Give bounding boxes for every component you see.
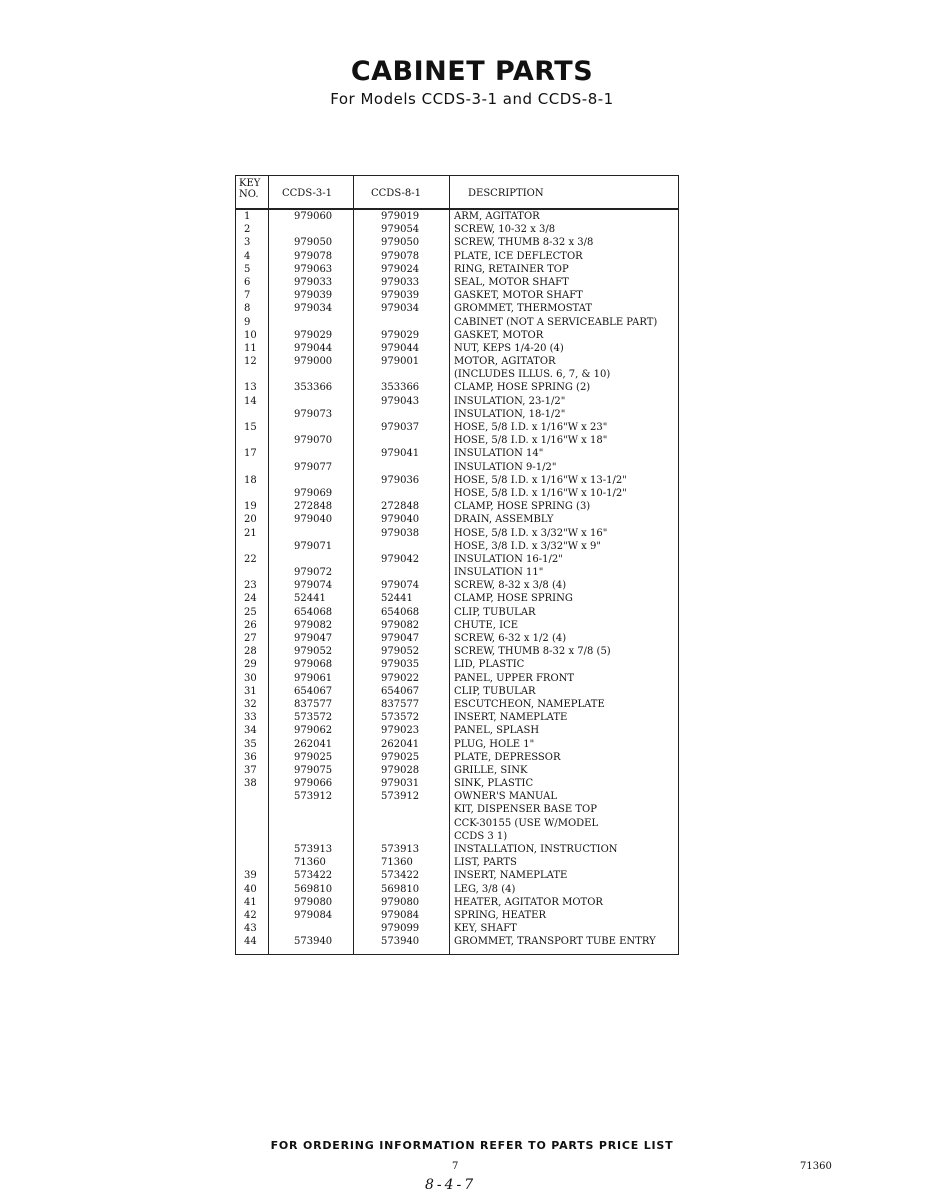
- cell-description: GASKET, MOTOR SHAFT: [454, 290, 583, 302]
- table-row: [236, 856, 678, 869]
- cell-description: GROMMET, TRANSPORT TUBE ENTRY: [454, 936, 656, 948]
- cell-key-no: 22: [244, 553, 257, 565]
- cell-ccds-3-1: 979060: [294, 211, 333, 222]
- header-ccds-8-1: CCDS-8-1: [371, 188, 422, 199]
- cell-description: CCK-30155 (USE W/MODEL: [454, 817, 599, 829]
- table-row: [236, 316, 678, 329]
- cell-description: SEAL, MOTOR SHAFT: [454, 276, 569, 288]
- cell-description: RING, RETAINER TOP: [454, 263, 569, 275]
- cell-key-no: 19: [244, 501, 257, 513]
- table-row: [236, 500, 678, 513]
- cell-description: PLUG, HOLE 1": [454, 738, 535, 750]
- cell-ccds-3-1: 979082: [294, 619, 333, 631]
- cell-key-no: 26: [244, 619, 257, 631]
- cell-ccds-8-1: 272848: [381, 501, 420, 513]
- cell-ccds-3-1: 979052: [294, 646, 333, 658]
- cell-ccds-8-1: 979040: [381, 514, 420, 526]
- cell-key-no: 33: [244, 712, 257, 724]
- cell-ccds-3-1: 979063: [294, 263, 333, 275]
- cell-ccds-8-1: 979035: [381, 659, 420, 671]
- cell-key-no: 10: [244, 329, 257, 341]
- cell-ccds-8-1: 573913: [381, 844, 420, 855]
- table-row: [236, 513, 678, 526]
- cell-description: SINK, PLASTIC: [454, 778, 534, 790]
- cell-ccds-3-1: 979061: [294, 672, 333, 684]
- table-row: [236, 579, 678, 592]
- cell-ccds-3-1: 979084: [294, 909, 333, 921]
- cell-ccds-8-1: 654067: [381, 685, 420, 697]
- table-row: [236, 869, 678, 882]
- footer-note: FOR ORDERING INFORMATION REFER TO PARTS PRICE LIST: [270, 1139, 674, 1152]
- cell-ccds-3-1: 52441: [294, 593, 326, 605]
- cell-ccds-3-1: 573912: [294, 791, 333, 803]
- cell-ccds-3-1: 979069: [294, 487, 333, 499]
- cell-key-no: 11: [244, 342, 257, 354]
- cell-description: PLATE, DEPRESSOR: [454, 751, 561, 763]
- cell-key-no: 4: [244, 250, 251, 262]
- cell-description: HOSE, 5/8 I.D. x 3/32"W x 16": [454, 527, 608, 539]
- table-row: [236, 329, 678, 342]
- cell-ccds-3-1: 71360: [294, 857, 326, 869]
- cell-ccds-8-1: 353366: [381, 382, 420, 394]
- table-row: [236, 632, 678, 645]
- cell-key-no: 44: [244, 936, 257, 948]
- table-row: [236, 302, 678, 315]
- cell-ccds-8-1: 979074: [381, 580, 420, 592]
- table-row: [236, 223, 678, 236]
- cell-ccds-8-1: 979034: [381, 303, 420, 315]
- cell-ccds-3-1: 979074: [294, 580, 333, 592]
- cell-key-no: 7: [244, 290, 251, 302]
- table-row: [236, 553, 678, 566]
- cell-key-no: 37: [244, 764, 257, 776]
- table-row: [236, 645, 678, 658]
- cell-description: KIT, DISPENSER BASE TOP: [454, 804, 597, 816]
- table-row: [236, 698, 678, 711]
- cell-description: GASKET, MOTOR: [454, 329, 544, 341]
- cell-ccds-3-1: 654068: [294, 606, 333, 618]
- cell-ccds-8-1: 654068: [381, 606, 420, 618]
- cell-description: INSULATION 11": [454, 567, 544, 579]
- table-row: [236, 883, 678, 896]
- cell-ccds-3-1: 979066: [294, 778, 333, 790]
- cell-ccds-3-1: 979068: [294, 659, 333, 671]
- cell-ccds-8-1: 979033: [381, 276, 420, 288]
- cell-description: GRILLE, SINK: [454, 764, 528, 776]
- cell-ccds-3-1: 979047: [294, 633, 333, 644]
- cell-ccds-8-1: 979028: [381, 764, 420, 776]
- cell-ccds-3-1: 569810: [294, 883, 333, 895]
- handwritten-note: 8-4-7: [425, 1177, 477, 1193]
- cell-ccds-3-1: 979000: [294, 356, 333, 368]
- table-row: [236, 751, 678, 764]
- cell-ccds-3-1: 979050: [294, 237, 333, 249]
- cell-description: SCREW, 6-32 x 1/2 (4): [454, 633, 567, 644]
- table-row: [236, 843, 678, 856]
- cell-ccds-8-1: 979099: [381, 923, 420, 935]
- cell-description: PANEL, UPPER FRONT: [454, 672, 575, 684]
- cell-description: PLATE, ICE DEFLECTOR: [454, 250, 583, 262]
- table-row: [236, 289, 678, 302]
- cell-ccds-8-1: 979029: [381, 329, 420, 341]
- cell-key-no: 1: [244, 211, 251, 222]
- header-ccds-3-1: CCDS-3-1: [282, 188, 333, 199]
- cell-ccds-8-1: 979022: [381, 672, 420, 684]
- cell-key-no: 14: [244, 395, 257, 407]
- cell-ccds-3-1: 573913: [294, 844, 333, 855]
- table-row: [236, 527, 678, 540]
- table-row: [236, 355, 678, 368]
- cell-ccds-3-1: 979033: [294, 276, 333, 288]
- cell-ccds-3-1: 979044: [294, 342, 333, 354]
- cell-ccds-3-1: 979072: [294, 567, 333, 579]
- cell-ccds-8-1: 979044: [381, 342, 420, 354]
- header-key-no: KEY NO.: [239, 178, 261, 200]
- cell-key-no: 30: [244, 672, 257, 684]
- cell-description: SCREW, 10-32 x 3/8: [454, 224, 556, 236]
- cell-key-no: 29: [244, 659, 257, 671]
- cell-ccds-8-1: 573572: [381, 712, 420, 724]
- cell-key-no: 12: [244, 356, 257, 368]
- cell-ccds-3-1: 979073: [294, 408, 333, 420]
- cell-ccds-3-1: 272848: [294, 501, 333, 513]
- cell-ccds-3-1: 979071: [294, 540, 333, 552]
- cell-ccds-3-1: 979062: [294, 725, 333, 737]
- cell-ccds-8-1: 71360: [381, 857, 413, 869]
- cell-description: CHUTE, ICE: [454, 619, 519, 631]
- cell-key-no: 25: [244, 606, 257, 618]
- cell-ccds-8-1: 573912: [381, 791, 420, 803]
- cell-key-no: 8: [244, 303, 251, 315]
- cell-key-no: 39: [244, 870, 257, 882]
- table-row: [236, 658, 678, 671]
- table-row: [236, 606, 678, 619]
- table-row: [236, 566, 678, 579]
- table-row: [236, 395, 678, 408]
- cell-ccds-8-1: 979047: [381, 633, 420, 644]
- table-row: [236, 421, 678, 434]
- cell-ccds-3-1: 573422: [294, 870, 333, 882]
- cell-key-no: 34: [244, 725, 257, 737]
- cell-description: GROMMET, THERMOSTAT: [454, 303, 593, 315]
- cell-key-no: 9: [244, 316, 251, 328]
- cell-key-no: 32: [244, 698, 257, 710]
- cell-ccds-8-1: 979024: [381, 263, 420, 275]
- table-row: [236, 935, 678, 948]
- cell-key-no: 6: [244, 276, 251, 288]
- cell-key-no: 17: [244, 448, 257, 460]
- table-row: [236, 619, 678, 632]
- cell-ccds-8-1: 979052: [381, 646, 420, 658]
- cell-key-no: 13: [244, 382, 257, 394]
- cell-ccds-3-1: 979078: [294, 250, 333, 262]
- table-header: [236, 176, 678, 210]
- cell-key-no: 42: [244, 909, 257, 921]
- cell-ccds-8-1: 979050: [381, 237, 420, 249]
- cell-ccds-3-1: 979029: [294, 329, 333, 341]
- table-row: [236, 724, 678, 737]
- cell-ccds-8-1: 837577: [381, 698, 420, 710]
- cell-description: ARM, AGITATOR: [454, 211, 540, 222]
- table-row: [236, 803, 678, 816]
- table-row: [236, 685, 678, 698]
- cell-ccds-3-1: 979039: [294, 290, 333, 302]
- cell-ccds-8-1: 52441: [381, 593, 413, 605]
- table-row: [236, 474, 678, 487]
- table-row: [236, 210, 678, 223]
- cell-description: CABINET (NOT A SERVICEABLE PART): [454, 316, 658, 328]
- cell-ccds-3-1: 573572: [294, 712, 333, 724]
- cell-description: ESCUTCHEON, NAMEPLATE: [454, 698, 605, 710]
- table-row: [236, 777, 678, 790]
- cell-description: SCREW, 8-32 x 3/8 (4): [454, 580, 567, 592]
- table-row: [236, 408, 678, 421]
- cell-ccds-3-1: 262041: [294, 738, 333, 750]
- cell-key-no: 21: [244, 527, 257, 539]
- cell-ccds-8-1: 979042: [381, 553, 420, 565]
- cell-description: KEY, SHAFT: [454, 923, 517, 935]
- header-description: DESCRIPTION: [468, 188, 544, 199]
- table-row: [236, 909, 678, 922]
- table-body: [236, 210, 678, 949]
- cell-description: INSULATION, 23-1/2": [454, 395, 566, 407]
- cell-description: LEG, 3/8 (4): [454, 883, 516, 895]
- cell-ccds-8-1: 979054: [381, 224, 420, 236]
- cell-description: HOSE, 5/8 I.D. x 1/16"W x 18": [454, 435, 608, 447]
- cell-description: PANEL, SPLASH: [454, 725, 540, 737]
- cell-description: (INCLUDES ILLUS. 6, 7, & 10): [454, 369, 611, 381]
- table-row: [236, 487, 678, 500]
- cell-key-no: 24: [244, 593, 257, 605]
- cell-description: CLAMP, HOSE SPRING: [454, 593, 573, 605]
- cell-description: CCDS 3 1): [454, 830, 508, 842]
- cell-ccds-8-1: 979019: [381, 211, 420, 222]
- table-row: [236, 250, 678, 263]
- cell-ccds-3-1: 979075: [294, 764, 333, 776]
- cell-description: CLIP, TUBULAR: [454, 685, 536, 697]
- cell-ccds-3-1: 654067: [294, 685, 333, 697]
- cell-ccds-8-1: 979023: [381, 725, 420, 737]
- cell-ccds-8-1: 979037: [381, 422, 420, 433]
- cell-key-no: 2: [244, 224, 251, 236]
- cell-ccds-8-1: 979043: [381, 395, 420, 407]
- cell-key-no: 5: [244, 263, 251, 275]
- cell-key-no: 36: [244, 751, 257, 763]
- cell-description: OWNER'S MANUAL: [454, 791, 558, 803]
- cell-ccds-3-1: 573940: [294, 936, 333, 948]
- table-row: [236, 434, 678, 447]
- cell-ccds-3-1: 979025: [294, 751, 333, 763]
- table-row: [236, 381, 678, 394]
- document-number: 71360: [800, 1161, 832, 1172]
- cell-description: INSULATION 14": [454, 448, 544, 460]
- cell-ccds-8-1: 979025: [381, 751, 420, 763]
- table-row: [236, 540, 678, 553]
- cell-description: HOSE, 5/8 I.D. x 1/16"W x 13-1/2": [454, 474, 627, 486]
- table-row: [236, 447, 678, 460]
- cell-description: SCREW, THUMB 8-32 x 7/8 (5): [454, 646, 611, 658]
- cell-ccds-8-1: 979082: [381, 619, 420, 631]
- cell-ccds-8-1: 979036: [381, 474, 420, 486]
- table-row: [236, 738, 678, 751]
- table-row: [236, 922, 678, 935]
- cell-description: SCREW, THUMB 8-32 x 3/8: [454, 237, 594, 249]
- cell-description: SPRING, HEATER: [454, 909, 546, 921]
- cell-ccds-8-1: 979031: [381, 778, 420, 790]
- table-row: [236, 672, 678, 685]
- cell-ccds-3-1: 979040: [294, 514, 333, 526]
- cell-ccds-3-1: 979077: [294, 461, 333, 473]
- cell-ccds-8-1: 979001: [381, 356, 420, 368]
- cell-description: INSERT, NAMEPLATE: [454, 870, 568, 882]
- cell-key-no: 38: [244, 778, 257, 790]
- cell-description: INSULATION, 18-1/2": [454, 408, 566, 420]
- cell-description: INSTALLATION, INSTRUCTION: [454, 844, 618, 855]
- table-row: [236, 592, 678, 605]
- page-subtitle: For Models CCDS-3-1 and CCDS-8-1: [330, 90, 614, 108]
- table-row: [236, 817, 678, 830]
- parts-table: [235, 175, 679, 955]
- table-row: [236, 896, 678, 909]
- cell-description: HOSE, 3/8 I.D. x 3/32"W x 9": [454, 540, 601, 552]
- cell-key-no: 18: [244, 474, 257, 486]
- cell-key-no: 3: [244, 237, 251, 249]
- cell-key-no: 43: [244, 923, 257, 935]
- cell-description: HOSE, 5/8 I.D. x 1/16"W x 10-1/2": [454, 487, 627, 499]
- cell-ccds-8-1: 262041: [381, 738, 420, 750]
- cell-description: CLAMP, HOSE SPRING (3): [454, 501, 591, 513]
- cell-description: DRAIN, ASSEMBLY: [454, 514, 554, 526]
- cell-ccds-8-1: 979080: [381, 896, 420, 908]
- cell-ccds-3-1: 979070: [294, 435, 333, 447]
- cell-ccds-8-1: 979039: [381, 290, 420, 302]
- cell-description: MOTOR, AGITATOR: [454, 356, 556, 368]
- cell-description: CLAMP, HOSE SPRING (2): [454, 382, 591, 394]
- table-row: [236, 368, 678, 381]
- table-row: [236, 711, 678, 724]
- page-number: 7: [452, 1161, 459, 1172]
- cell-ccds-3-1: 353366: [294, 382, 333, 394]
- table-row: [236, 461, 678, 474]
- cell-ccds-8-1: 979041: [381, 448, 420, 460]
- cell-key-no: 40: [244, 883, 257, 895]
- table-row: [236, 790, 678, 803]
- table-row: [236, 830, 678, 843]
- cell-ccds-8-1: 569810: [381, 883, 420, 895]
- cell-description: LID, PLASTIC: [454, 659, 525, 671]
- cell-key-no: 15: [244, 422, 257, 433]
- cell-key-no: 23: [244, 580, 257, 592]
- cell-ccds-8-1: 979038: [381, 527, 420, 539]
- table-row: [236, 276, 678, 289]
- cell-ccds-3-1: 979080: [294, 896, 333, 908]
- cell-description: NUT, KEPS 1/4-20 (4): [454, 342, 564, 354]
- cell-description: HEATER, AGITATOR MOTOR: [454, 896, 603, 908]
- cell-key-no: 41: [244, 896, 257, 908]
- table-row: [236, 764, 678, 777]
- cell-key-no: 28: [244, 646, 257, 658]
- cell-description: INSULATION 16-1/2": [454, 553, 563, 565]
- cell-ccds-8-1: 573422: [381, 870, 420, 882]
- page-title: CABINET PARTS: [350, 56, 594, 87]
- cell-ccds-3-1: 837577: [294, 698, 333, 710]
- cell-ccds-3-1: 979034: [294, 303, 333, 315]
- cell-key-no: 31: [244, 685, 257, 697]
- cell-ccds-8-1: 979084: [381, 909, 420, 921]
- table-row: [236, 342, 678, 355]
- table-row: [236, 263, 678, 276]
- cell-key-no: 27: [244, 633, 257, 644]
- cell-description: INSULATION 9-1/2": [454, 461, 557, 473]
- cell-ccds-8-1: 979078: [381, 250, 420, 262]
- cell-description: INSERT, NAMEPLATE: [454, 712, 568, 724]
- cell-key-no: 35: [244, 738, 257, 750]
- cell-key-no: 20: [244, 514, 257, 526]
- cell-ccds-8-1: 573940: [381, 936, 420, 948]
- cell-description: CLIP, TUBULAR: [454, 606, 536, 618]
- table-row: [236, 236, 678, 249]
- cell-description: LIST, PARTS: [454, 857, 517, 869]
- cell-description: HOSE, 5/8 I.D. x 1/16"W x 23": [454, 422, 608, 433]
